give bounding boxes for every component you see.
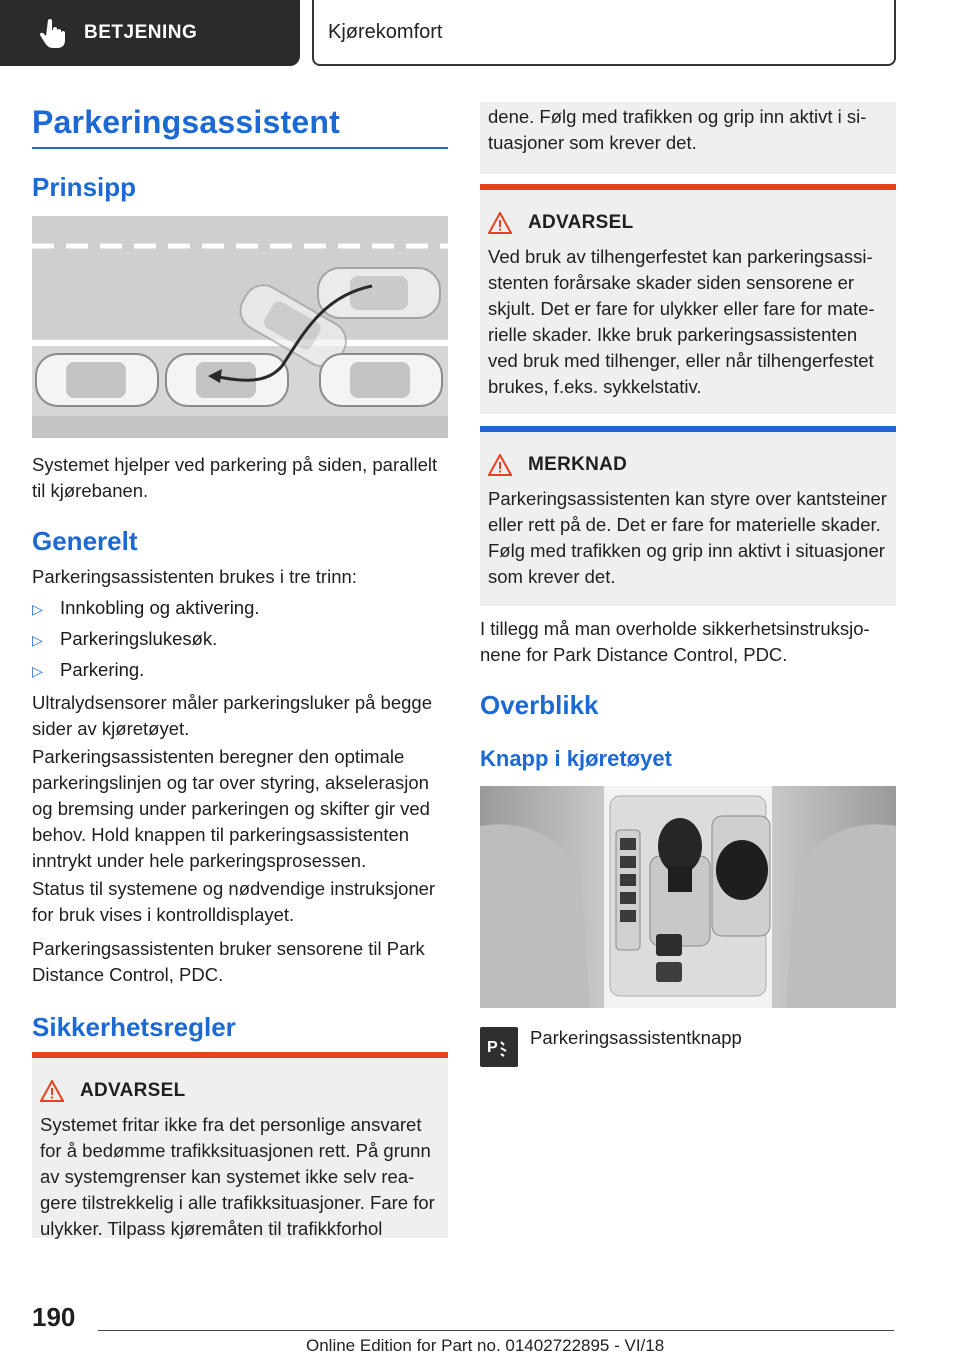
section-label: BETJENING <box>84 22 198 43</box>
section-tab[interactable] <box>0 0 300 66</box>
heading-generelt: Generelt <box>32 526 138 556</box>
pdc-paragraph: Parkeringsassistenten bruker sensorene til Park Distance Control, PDC. <box>32 938 425 985</box>
triangle-bullet-icon: ▷ <box>32 601 43 617</box>
warning-text: Ved bruk av tilhengerfestet kan parkeringsassistenten forårsake skader siden sensorene er skjult. Det er fare for ulykker eller fare for materielle skader. Ikke bruk parkeringsassistenten ved bruk med tilhenger, eller når tilhengerfestet brukes, f.eks. sykkelstativ. <box>488 246 875 397</box>
parking-diagram <box>32 216 448 438</box>
svg-text:P: P <box>487 1039 498 1056</box>
list-item-text: Parkering. <box>60 659 145 680</box>
center-console-photo <box>480 786 896 1008</box>
chapter-header <box>312 0 896 66</box>
heading-overblikk: Overblikk <box>480 690 599 720</box>
warning-triangle-icon <box>488 212 512 234</box>
status-paragraph: Status til systemene og nødvendige instruksjoner for bruk vises i kontrolldisplayet. <box>32 878 436 925</box>
footer-divider <box>98 1330 894 1331</box>
note-heading <box>488 454 627 476</box>
warning-box <box>32 1052 448 1238</box>
list-item <box>32 626 217 653</box>
page-number: 190 <box>32 1302 76 1332</box>
prinsipp-text: Systemet hjelper ved parkering på siden, parallelt til kjørebanen. <box>32 454 438 501</box>
title-divider <box>32 147 448 149</box>
page-title: Parkeringsassistent <box>32 104 340 140</box>
parking-assistant-button-icon <box>480 1027 518 1067</box>
warning-box-continued <box>480 102 896 174</box>
warning-triangle-icon <box>40 1080 64 1102</box>
note-label: MERKNAD <box>528 454 628 475</box>
hand-pointer-icon <box>36 16 70 50</box>
warning-bar <box>480 184 896 190</box>
list-item <box>32 657 144 684</box>
parking-assist-icon <box>484 1032 514 1062</box>
heading-sikkerhetsregler: Sikkerhetsregler <box>32 1012 236 1042</box>
warning-box <box>480 184 896 414</box>
calculation-paragraph: Parkeringsassistenten beregner den optimale parkeringslinjen og tar over styring, akselerasjon og bremsing under parkeringen og skifter gir ved behov. Hold knappen til parkeringsassistenten inntrykt under hele parkeringsprosessen. <box>32 746 430 871</box>
heading-knapp: Knapp i kjøretøyet <box>480 746 672 771</box>
triangle-bullet-icon: ▷ <box>32 663 43 679</box>
sensor-paragraph: Ultralydsensorer måler parkeringsluker på begge sider av kjøretøyet. <box>32 692 432 739</box>
chapter-label: Kjørekomfort <box>328 20 443 43</box>
warning-bar <box>32 1052 448 1058</box>
list-item-text: Innkobling og aktivering. <box>60 597 260 618</box>
edition-info: Online Edition for Part no. 01402722895 - VI/18 <box>306 1336 665 1355</box>
button-caption: Parkeringsassistentknapp <box>530 1027 742 1048</box>
warning-heading <box>40 1080 186 1102</box>
note-bar <box>480 426 896 432</box>
heading-prinsipp: Prinsipp <box>32 172 137 202</box>
note-text: Parkeringsassistenten kan styre over kantsteiner eller rett på de. Det er fare for materielle skader. Følg med trafikken og grip inn aktivt i situasjoner som krever det. <box>488 488 887 587</box>
note-box <box>480 426 896 606</box>
warning-label: ADVARSEL <box>528 212 634 233</box>
pdc-instructions: I tillegg må man overholde sikkerhetsinstruksjonene for Park Distance Control, PDC. <box>480 618 870 665</box>
note-triangle-icon <box>488 454 512 476</box>
generelt-intro: Parkeringsassistenten brukes i tre trinn: <box>32 566 357 587</box>
warning-text: Systemet fritar ikke fra det personlige ansvaret for å bedømme trafikksituasjonen rett. På grunn av systemgrenser kan systemet ikke selv reagere tilstrekkelig i alle trafikksituasjoner. Fare for ulykker. Tilpass kjøremåten til trafikkforhol <box>40 1114 435 1239</box>
warning-heading <box>488 212 634 234</box>
list-item-text: Parkeringslukesøk. <box>60 628 218 649</box>
warning-label: ADVARSEL <box>80 1080 186 1101</box>
list-item <box>32 595 260 622</box>
warning-text-continued: dene. Følg med trafikken og grip inn aktivt i situasjoner som krever det. <box>488 106 867 153</box>
triangle-bullet-icon: ▷ <box>32 632 43 648</box>
